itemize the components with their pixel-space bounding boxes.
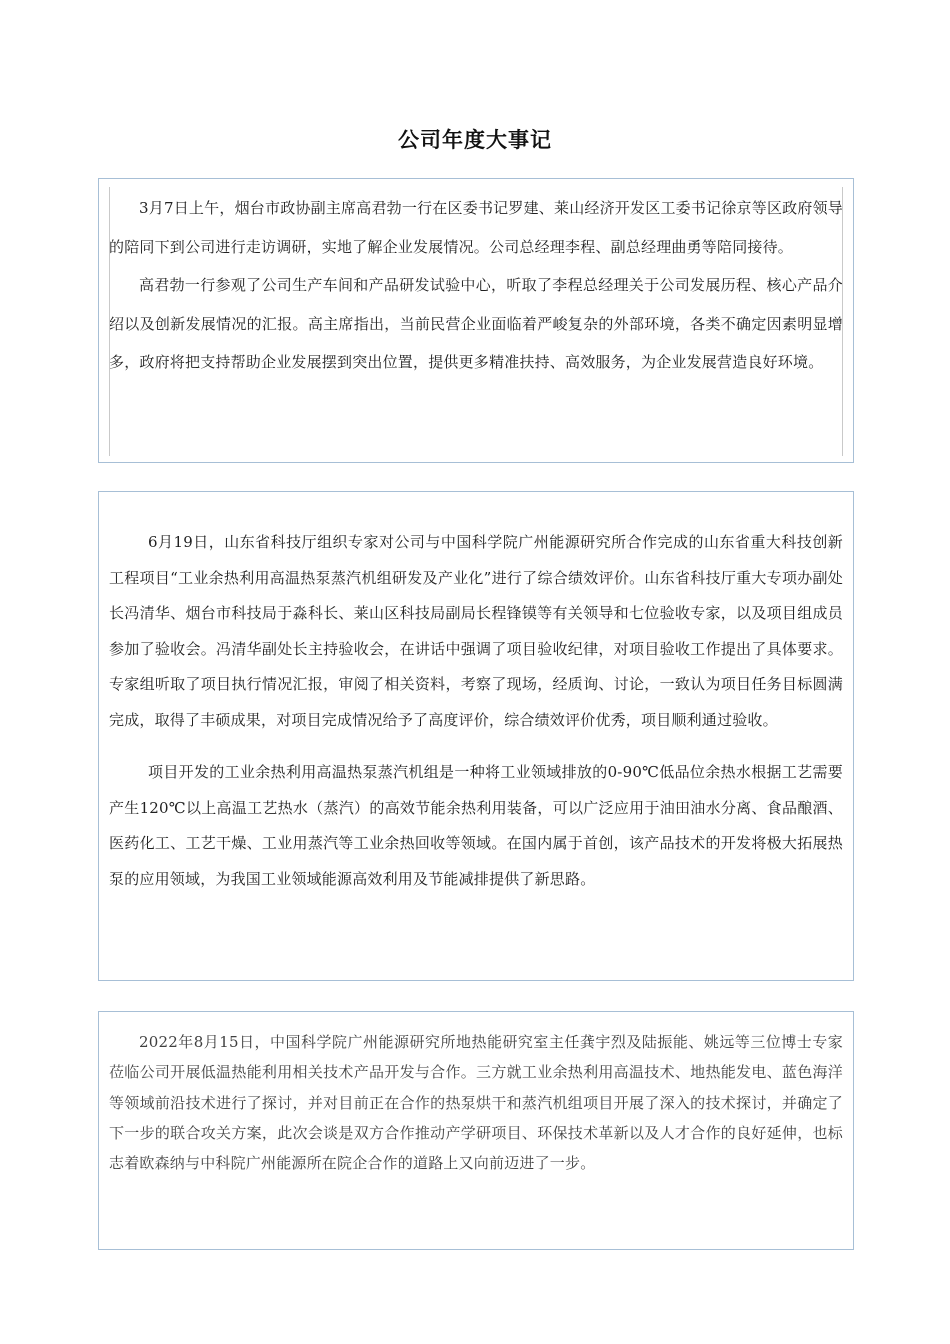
event-box-march-visit xyxy=(98,178,854,463)
event-paragraph: 2022年8月15日，中国科学院广州能源研究所地热能研究室主任龚宇烈及陆振能、姚远等三位博士专家莅临公司开展低温热能利用相关技术产品开发与合作。三方就工业余热利用高温技术、地热能发电、蓝色海洋等领域前沿技术进行了探讨，并对目前正在合作的热泵烘干和蒸汽机组项目开展了深入的技术探讨，并确定了下一步的联合攻关方案，此次会谈是双方合作推动产学研项目、环保技术革新以及人才合作的良好延伸，也标志着欧森纳与中科院广州能源所在院企合作的道路上又向前迈进了一步。 xyxy=(109,1033,843,1173)
page-title: 公司年度大事记 xyxy=(398,128,552,152)
event-box-august-cooperation xyxy=(98,1011,854,1250)
event-box-june-evaluation xyxy=(98,491,854,981)
event-paragraph: 6月19日，山东省科技厅组织专家对公司与中国科学院广州能源研究所合作完成的山东省重大科技创新工程项目“工业余热利用高温热泵蒸汽机组研发及产业化”进行了综合绩效评价。山东省科技厅重大专项办副处长冯清华、烟台市科技局于淼科长、莱山区科技局副局长程锋镆等有关领导和七位验收专家，以及项目组成员参加了验收会。冯清华副处长主持验收会，在讲话中强调了项目验收纪律，对项目验收工作提出了具体要求。专家组听取了项目执行情况汇报，审阅了相关资料，考察了现场，经质询、讨论，一致认为项目任务目标圆满完成，取得了丰硕成果，对项目完成情况给予了高度评价，综合绩效评价优秀，项目顺利通过验收。 xyxy=(109,533,843,729)
event-paragraph: 项目开发的工业余热利用高温热泵蒸汽机组是一种将工业领域排放的0-90℃低品位余热水根据工艺需要产生120℃以上高温工艺热水（蒸汽）的高效节能余热利用装备，可以广泛应用于油田油水分离、食品酿酒、医药化工、工艺干燥、工业用蒸汽等工业余热回收等领域。在国内属于首创，该产品技术的开发将极大拓展热泵的应用领域，为我国工业领域能源高效利用及节能减排提供了新思路。 xyxy=(109,763,843,888)
event-paragraph: 3月7日上午，烟台市政协副主席高君勃一行在区委书记罗建、莱山经济开发区工委书记徐京等区政府领导的陪同下到公司进行走访调研，实地了解企业发展情况。公司总经理李程、副总经理曲勇等陪同接待。 xyxy=(109,199,843,256)
event-paragraph: 高君勃一行参观了公司生产车间和产品研发试验中心，听取了李程总经理关于公司发展历程、核心产品介绍以及创新发展情况的汇报。高主席指出，当前民营企业面临着严峻复杂的外部环境，各类不确定因素明显增多，政府将把支持帮助企业发展摆到突出位置，提供更多精准扶持、高效服务，为企业发展营造良好环境。 xyxy=(109,276,843,372)
